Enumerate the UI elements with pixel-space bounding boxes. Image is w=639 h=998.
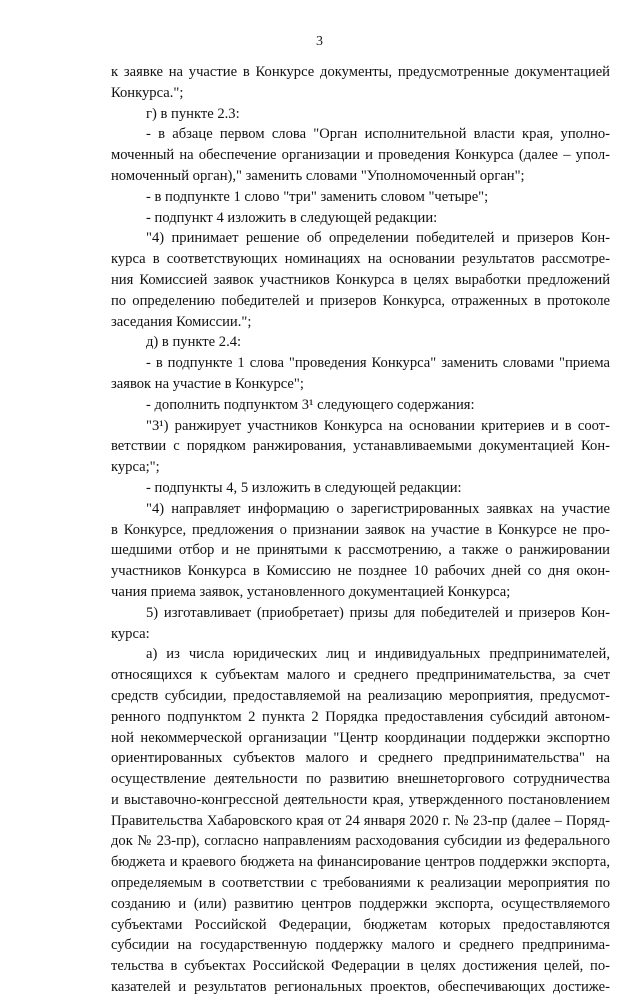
text-line: курса;"; — [111, 459, 160, 476]
text-line: ния Комиссией заявок участников Конкурса в целях выработки предложений — [111, 271, 610, 288]
text-line: номоченный орган)," заменить словами "Уполномоченный орган"; — [111, 167, 525, 184]
text-line: к заявке на участие в Конкурсе документы, предусмотренные документацией — [111, 64, 610, 80]
text-line: и выставочно-конгрессной деятельности края, утвержденного постановлением — [111, 791, 610, 808]
text-line: - подпункты 4, 5 изложить в следующей редакции: — [146, 479, 462, 496]
text-line: ной некоммерческой организации "Центр координации поддержки экспортно — [111, 729, 610, 746]
text-line: ренного подпунктом 2 пункта 2 Порядка предоставления субсидий автоном- — [111, 708, 610, 725]
text-line: Правительства Хабаровского края от 24 января 2020 г. № 23-пр (далее – Поряд- — [111, 812, 610, 829]
text-line: - в подпункте 1 слово "три" заменить словом "четыре"; — [146, 188, 489, 205]
text-line: заявок на участие в Конкурсе"; — [111, 375, 304, 392]
text-line: курса в соответствующих номинациях на основании результатов рассмотре- — [111, 251, 610, 268]
text-line: - подпункт 4 изложить в следующей редакции: — [146, 209, 438, 226]
text-line: относящихся к субъектам малого и среднего предпринимательства, за счет — [111, 667, 610, 684]
text-line: ветствии с порядком ранжирования, устанавливаемыми документацией Кон- — [111, 438, 610, 455]
text-line: "4) принимает решение об определении победителей и призеров Кон- — [146, 230, 610, 247]
text-line: - в абзаце первом слова "Орган исполнительной власти края, уполно- — [146, 126, 610, 143]
text-line: бюджета и краевого бюджета на финансирование центров поддержки экспорта, — [111, 854, 610, 871]
text-line: док № 23-пр), согласно направлениям расходования субсидии из федерального — [111, 833, 610, 850]
text-line: казателей и результатов региональных проектов, обеспечивающих достиже- — [111, 979, 610, 996]
text-line: заседания Комиссии."; — [111, 313, 252, 330]
text-line: в Конкурсе, предложения о признании заявок на участие в Конкурсе не про- — [111, 521, 610, 538]
text-line: субсидии на государственную поддержку малого и среднего предпринима- — [111, 937, 610, 954]
text-line: моченный на обеспечение организации и проведения Конкурса (далее – упол- — [111, 147, 610, 164]
text-line: а) из числа юридических лиц и индивидуальных предпринимателей, — [146, 646, 610, 663]
page-number: 3 — [316, 34, 323, 49]
text-line: осуществление деятельности по развитию внешнеторгового сотрудничества — [111, 771, 610, 788]
text-line: - в подпункте 1 слова "проведения Конкурса" заменить словами "приема — [146, 355, 610, 372]
text-line: г) в пункте 2.3: — [146, 105, 240, 122]
text-line: средств субсидии, предоставляемой на реализацию мероприятия, предусмот- — [111, 687, 610, 704]
text-line: 5) изготавливает (приобретает) призы для победителей и призеров Кон- — [146, 604, 610, 621]
text-line: участников Конкурса в Комиссию не позднее 10 рабочих дней со дня окон- — [111, 563, 610, 580]
text-line: по определению победителей и призеров Конкурса, отраженных в протоколе — [111, 292, 610, 309]
text-line: - дополнить подпунктом 3¹ следующего содержания: — [146, 396, 475, 413]
text-line: чания приема заявок, установленного документацией Конкурса; — [111, 583, 511, 600]
text-line: Конкурса."; — [111, 84, 184, 101]
text-line: субъектами Российской Федерации, бюджетам которых предоставляются — [111, 916, 610, 933]
text-line: определяемым в соответствии с требованиями к реализации мероприятия по — [111, 875, 610, 892]
text-line: шедшими отбор и не принятыми к рассмотрению, а также о ранжировании — [111, 542, 610, 559]
text-line: "4) направляет информацию о зарегистрированных заявках на участие — [146, 500, 610, 517]
text-line: тельства в субъектах Российской Федерации в целях достижения целей, по- — [111, 958, 610, 975]
text-line: "3¹) ранжирует участников Конкурса на основании критериев и в соот- — [146, 417, 610, 434]
body-text — [111, 62, 610, 998]
text-line: д) в пункте 2.4: — [146, 334, 242, 351]
text-line: созданию и (или) развитию центров поддержки экспорта, осуществляемого — [111, 895, 610, 912]
text-line: курса: — [111, 625, 150, 642]
text-line: ориентированных субъектов малого и среднего предпринимательства" на — [111, 750, 610, 767]
